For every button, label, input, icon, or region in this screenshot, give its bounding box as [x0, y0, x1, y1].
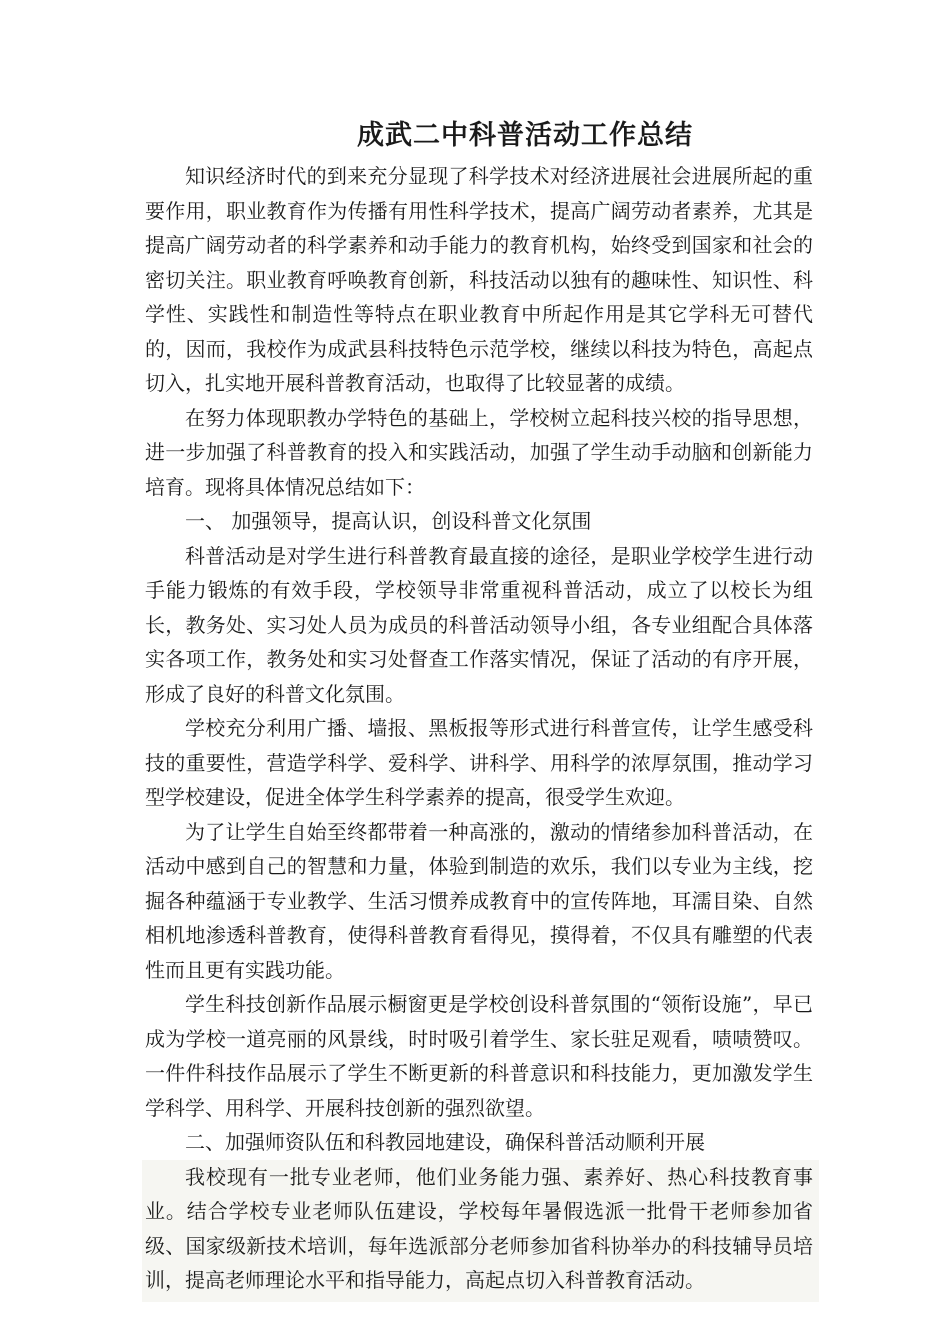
paragraph-intro: 知识经济时代的到来充分显现了科学技术对经济进展社会进展所起的重要作用，职业教育作为传播有用性科学技术，提高广阔劳动者素养，尤其是提高广阔劳动者的科学素养和动手能力的教育机构，始终受到国家和社会的密切关注。职业教育呼唤教育创新，科技活动以独有的趣味性、知识性、科学性、实践性和制造性等特点在职业教育中所起作用是其它学科无可替代的，因而，我校作为成武县科技特色示范学校，继续以科技为特色，高起点切入，扎实地开展科普教育活动，也取得了比较显著的成绩。 [145, 164, 813, 395]
paragraph-activities: 为了让学生自始至终都带着一种高涨的，激动的情绪参加科普活动，在活动中感到自己的智慧和力量，体验到制造的欢乐，我们以专业为主线，挖掘各种蕴涵于专业教学、生活习惯养成教育中的宣传阵地，耳濡目染、自然相机地渗透科普教育，使得科普教育看得见，摸得着，不仅具有雕塑的代表性而且更有实践功能。 [145, 819, 813, 982]
paragraph-teachers: 我校现有一批专业老师，他们业务能力强、素养好、热心科技教育事业。结合学校专业老师队伍建设，学校每年暑假选派一批骨干老师参加省级、国家级新技术培训，每年选派部分老师参加省科协举办的科技辅导员培训，提高老师理论水平和指导能力，高起点切入科普教育活动。 [142, 1160, 819, 1302]
paragraph-overview: 在努力体现职教办学特色的基础上，学校树立起科技兴校的指导思想，进一步加强了科普教育的投入和实践活动，加强了学生动手动脑和创新能力培育。现将具体情况总结如下： [145, 405, 813, 499]
paragraph-showcase: 学生科技创新作品展示橱窗更是学校创设科普氛围的“领衔设施”，早已成为学校一道亮丽的风景线，时时吸引着学生、家长驻足观看，啧啧赞叹。一件件科技作品展示了学生不断更新的科普意识和科技能力，更加激发学生学科学、用科学、开展科技创新的强烈欲望。 [145, 992, 813, 1120]
paragraph-publicity: 学校充分利用广播、墙报、黑板报等形式进行科普宣传，让学生感受科技的重要性，营造学科学、爱科学、讲科学、用科学的浓厚氛围，推动学习型学校建设，促进全体学生科学素养的提高，很受学生欢迎。 [145, 716, 813, 809]
section-heading-2: 二、加强师资队伍和科教园地建设，确保科普活动顺利开展 [185, 1130, 705, 1154]
section-heading-1: 一、 加强领导，提高认识，创设科普文化氛围 [185, 509, 592, 533]
document-body [145, 159, 813, 1302]
document-title: 成武二中科普活动工作总结 [357, 120, 693, 151]
paragraph-leadership: 科普活动是对学生进行科普教育最直接的途径，是职业学校学生进行动手能力锻炼的有效手段，学校领导非常重视科普活动，成立了以校长为组长，教务处、实习处人员为成员的科普活动领导小组，各专业组配合具体落实各项工作，教务处和实习处督查工作落实情况，保证了活动的有序开展，形成了良好的科普文化氛围。 [145, 543, 813, 706]
